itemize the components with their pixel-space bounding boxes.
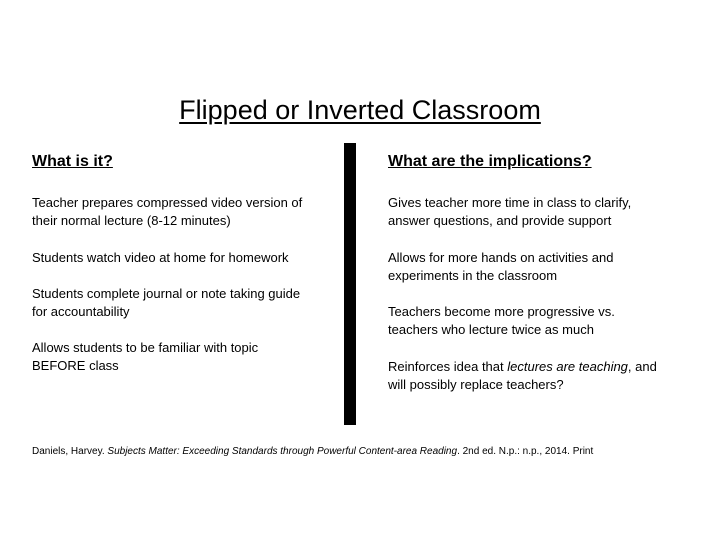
- left-item-1: [32, 194, 342, 230]
- right-item-3: [388, 303, 698, 339]
- text-line: [388, 358, 698, 376]
- slide-title: Flipped or Inverted Classroom: [179, 95, 541, 125]
- text-line: their normal lecture (8-12 minutes): [32, 213, 231, 228]
- left-item-4: [32, 339, 342, 375]
- text-line: BEFORE class: [32, 358, 119, 373]
- left-column-heading: What is it?: [32, 153, 113, 170]
- text-line: teachers who lecture twice as much: [388, 322, 594, 337]
- text-line: Students complete journal or note taking guide: [32, 286, 301, 301]
- right-item-1: [388, 194, 698, 230]
- right-column-heading: What are the implications?: [388, 153, 592, 170]
- text-line: Gives teacher more time in class to clarify,: [388, 195, 632, 210]
- text-line: for accountability: [32, 304, 130, 319]
- citation-publication: . 2nd ed. N.p.: n.p., 2014. Print: [457, 446, 594, 457]
- citation-book-title: Subjects Matter: Exceeding Standards through Powerful Content-area Reading: [107, 446, 458, 457]
- text-line: Teacher prepares compressed video version of: [32, 195, 303, 210]
- right-item-4: [388, 358, 698, 394]
- column-divider: [344, 143, 356, 425]
- text-line: answer questions, and provide support: [388, 213, 612, 228]
- text-line: experiments in the classroom: [388, 268, 558, 283]
- text-line: will possibly replace teachers?: [388, 377, 564, 392]
- emphasis-text: lectures are teaching: [507, 359, 628, 374]
- text-segment: , and: [627, 359, 657, 374]
- citation-author: Daniels, Harvey.: [32, 446, 108, 457]
- text-line: Allows for more hands on activities and: [388, 250, 614, 265]
- left-item-3: [32, 285, 342, 321]
- text-segment: Reinforces idea that: [388, 359, 508, 374]
- text-line: Students watch video at home for homework: [32, 250, 289, 265]
- left-item-2: [32, 249, 342, 267]
- citation: [32, 446, 593, 457]
- text-line: Allows students to be familiar with topic: [32, 340, 259, 355]
- right-item-2: [388, 249, 698, 285]
- text-line: Teachers become more progressive vs.: [388, 304, 615, 319]
